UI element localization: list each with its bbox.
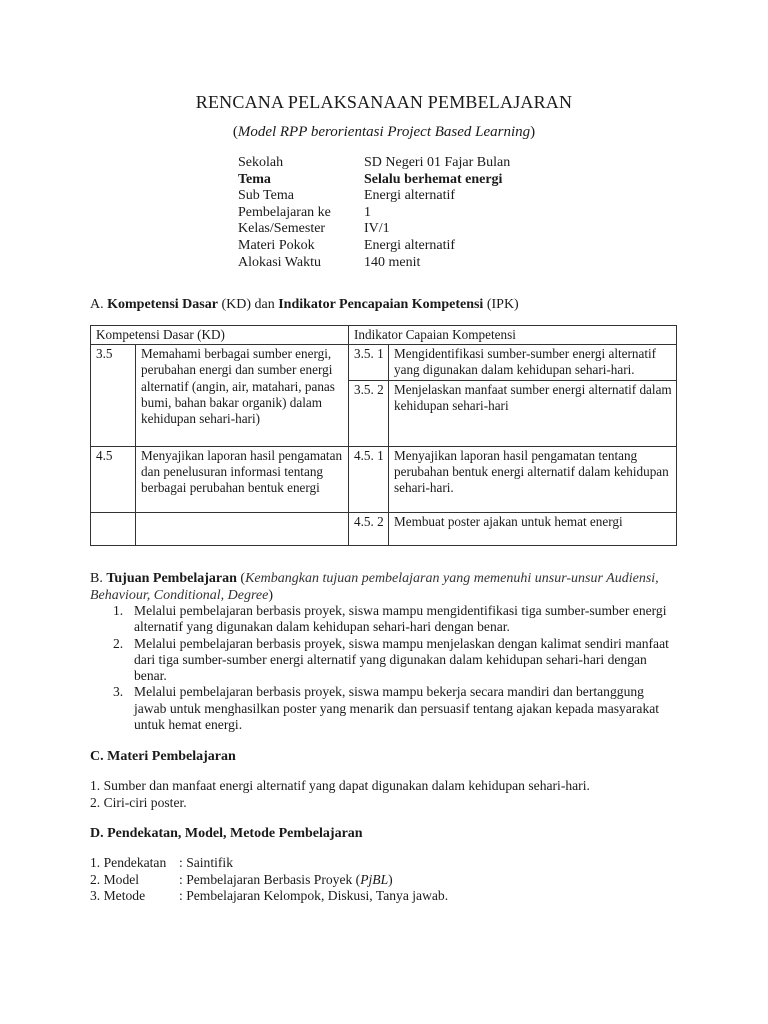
info-label: Materi Pokok	[238, 237, 315, 253]
list-item: 2. Ciri-ciri poster.	[90, 794, 187, 810]
section-d-heading: D. Pendekatan, Model, Metode Pembelajaran	[90, 826, 363, 841]
competency-table	[90, 325, 677, 546]
kd-description: Menyajikan laporan hasil pengamatan dan penelusuran informasi tentang berbagai perubahan bentuk energi	[136, 446, 349, 512]
ipk-description: Membuat poster ajakan untuk hemat energi	[389, 512, 677, 545]
kd-number: 3.5	[91, 345, 136, 446]
table-header-ipk: Indikator Capaian Kompetensi	[349, 326, 677, 345]
empty-cell	[136, 512, 349, 545]
info-label: Sub Tema	[238, 188, 294, 204]
table-header-row	[91, 326, 677, 345]
section-a-heading: A. Kompetensi Dasar (KD) dan Indikator Pencapaian Kompetensi (IPK)	[90, 297, 519, 312]
objectives-list	[113, 603, 679, 733]
table-row	[91, 345, 677, 380]
list-item: 1. Sumber dan manfaat energi alternatif yang dapat digunakan dalam kehidupan sehari-hari.	[90, 778, 590, 793]
info-values	[364, 155, 624, 271]
list-item: 1. Melalui pembelajaran berbasis proyek, siswa mampu mengidentifikasi tiga sumber-sumber energi alternatif yang digunakan dalam kehidupan sehari-hari dengan benar.	[113, 603, 667, 635]
table-row	[91, 446, 677, 512]
ipk-number: 4.5. 1	[349, 446, 389, 512]
info-value: 1	[364, 204, 371, 220]
ipk-description: Menjelaskan manfaat sumber energi alternatif dalam kehidupan sehari-hari	[389, 380, 677, 446]
ipk-number: 3.5. 1	[349, 345, 389, 380]
table-row	[91, 512, 677, 545]
list-item: 3. Metode : Pembelajaran Kelompok, Diskusi, Tanya jawab.	[90, 888, 449, 903]
ipk-number: 3.5. 2	[349, 380, 389, 446]
ipk-number: 4.5. 2	[349, 512, 389, 545]
table-header-kd: Kompetensi Dasar (KD)	[91, 326, 349, 345]
info-value: Energi alternatif	[364, 237, 456, 253]
materials-list	[90, 778, 590, 811]
info-label: Alokasi Waktu	[238, 254, 321, 270]
list-item: 2. Melalui pembelajaran berbasis proyek, siswa mampu menjelaskan dengan kalimat sendiri manfaat dari tiga sumber-sumber energi alternatif yang digunakan dalam kehidupan sehari-hari dengan benar.	[113, 635, 669, 684]
ipk-description: Menyajikan laporan hasil pengamatan tentang perubahan bentuk energi alternatif dalam kehidupan sehari-hari.	[389, 446, 677, 512]
info-value: SD Negeri 01 Fajar Bulan	[364, 155, 511, 170]
list-item: 1. Pendekatan : Saintifik	[90, 855, 234, 870]
info-label: Tema	[238, 171, 271, 187]
info-labels	[238, 155, 364, 271]
kd-description: Memahami berbagai sumber energi, perubahan energi dan sumber energi alternatif (angin, air, matahari, panas bumi, bahan bakar organik) dalam kehidupan sehari-hari)	[136, 345, 349, 446]
ipk-description: Mengidentifikasi sumber-sumber energi alternatif yang digunakan dalam kehidupan sehari-hari.	[389, 345, 677, 380]
info-value: IV/1	[364, 221, 390, 237]
info-value: 140 menit	[364, 254, 421, 270]
kd-number: 4.5	[91, 446, 136, 512]
document-subtitle: (Model RPP berorientasi Project Based Learning)	[232, 124, 536, 140]
info-value: Energi alternatif	[364, 188, 456, 204]
empty-cell	[91, 512, 136, 545]
document-title: RENCANA PELAKSANAAN PEMBELAJARAN	[195, 92, 573, 112]
info-value: Selalu berhemat energi	[364, 171, 503, 187]
list-item: 2. Model : Pembelajaran Berbasis Proyek (PjBL)	[90, 871, 393, 887]
section-b-heading: B. Tujuan Pembelajaran (Kembangkan tujuan pembelajaran yang memenuhi unsur-unsur Audiensi, Behaviour, Conditional, Degree)	[90, 571, 659, 603]
section-c-heading: C. Materi Pembelajaran	[90, 749, 236, 764]
info-label: Sekolah	[238, 155, 284, 170]
list-item: 3. Melalui pembelajaran berbasis proyek, siswa mampu bekerja secara mandiri dan bertanggung jawab untuk menghasilkan poster yang menarik dan persuasif tentang ajakan kepada masyarakat untuk hemat energi.	[113, 684, 660, 733]
approach-list	[90, 855, 448, 905]
info-label: Pembelajaran ke	[238, 204, 331, 220]
info-label: Kelas/Semester	[238, 221, 326, 237]
